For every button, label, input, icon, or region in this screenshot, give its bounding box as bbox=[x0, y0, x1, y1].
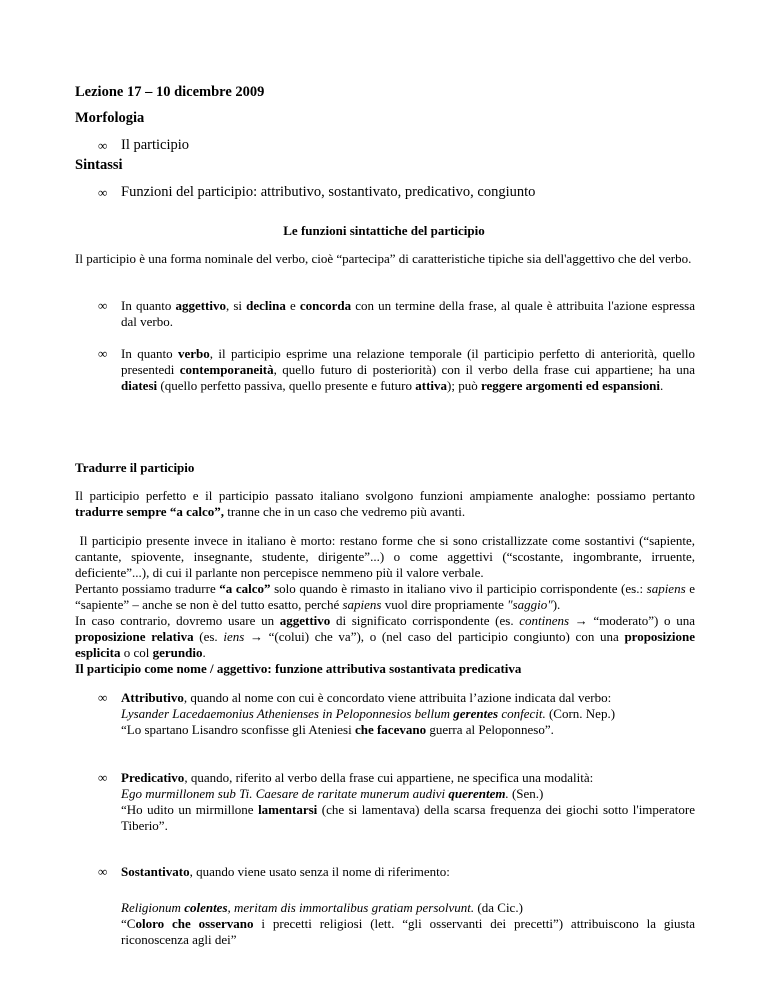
sostantivato-example: Religionum colentes, meritam dis immortalibus gratiam persolvunt. (da Cic.) “Coloro che osservano i precetti religiosi (lett. “gli osservanti dei precetti”) attribuiscono la giusta riconoscenza agli dei” bbox=[121, 900, 695, 947]
bullet-icon: ∞ bbox=[98, 298, 108, 313]
section-title-functions: Le funzioni sintattiche del participio bbox=[283, 223, 485, 238]
bullet-icon: ∞ bbox=[98, 690, 108, 705]
paragraph-calco-line: Pertanto possiamo tradurre “a calco” solo quando è rimasto in italiano vivo il participio corrispondente (es.: sapiens e “sapiente” – anche se non è del tutto esatto, perché sapiens vuol dire propriamente "saggio"). bbox=[75, 581, 695, 612]
bullet-verbo: In quanto verbo, il participio esprime una relazione temporale (il participio perfetto di anteriorità, quello presentedi contemporaneità, quello futuro di posteriorità) con il verbo della frase cui appartiene; ha una diatesi (quello perfetto passiva, quello presente e futuro attiva); può reggere argomenti ed espansioni. bbox=[121, 346, 695, 393]
bullet-icon: ∞ bbox=[98, 138, 108, 153]
syntax-item: Funzioni del participio: attributivo, sostantivato, predicativo, congiunto bbox=[121, 184, 536, 200]
section-title-noun-adjective: Il participio come nome / aggettivo: funzione attributiva sostantivata predicativa bbox=[75, 661, 522, 676]
intro-paragraph: Il participio è una forma nominale del verbo, cioè “partecipa” di caratteristiche tipiche sia dell'aggettivo che del verbo. bbox=[75, 251, 692, 266]
bullet-attributivo: Attributivo, quando al nome con cui è concordato viene attribuita l’azione indicata dal verbo: Lysander Lacedaemonius Athenienses in Peloponnesios bellum gerentes confecit. (Corn. Nep.) “Lo spartano Lisandro sconfisse gli Ateniesi che facevano guerra al Peloponneso”. bbox=[121, 690, 616, 737]
section-title-translate: Tradurre il participio bbox=[75, 460, 195, 475]
morphology-heading: Morfologia bbox=[75, 110, 145, 126]
morphology-item: Il participio bbox=[121, 137, 190, 153]
bullet-aggettivo: In quanto aggettivo, si declina e concorda con un termine della frase, al quale è attribuita l'azione espressa dal verbo. bbox=[121, 298, 696, 329]
paragraph-present-participle: Il participio presente invece in italiano è morto: restano forme che si sono cristallizzate come sostantivi (“sapiente, cantante, spiovente, insegnante, studente, dirigente”...) o come aggettivi (“scostante, ingombrante, irruente, deficiente”...), di cui il parlante non percepisce nemmeno più il valore verbale. Pertanto possiamo tradurre “a calco” solo quando è rimasto in italiano vivo il participio corrispondente (es.: sapiens e “sapiente” – anche se non è del tutto esatto, perché sapiens vuol dire propriamente "saggio"). In caso contrario, dovremo usare un aggettivo di significato corrispondente (es. continens → “moderato”) o una proposizione relativa (es. iens → “(colui) che va”), o (nel caso del participio congiunto) con una proposizione esplicita o col gerundio. bbox=[75, 533, 699, 660]
paragraph-alternatives: In caso contrario, dovremo usare un aggettivo di significato corrispondente (es. continens → “moderato”) o una proposizione relativa (es. iens → “(colui) che va”), o (nel caso del participio congiunto) con una proposizione esplicita o col gerundio. bbox=[75, 613, 695, 660]
syntax-heading: Sintassi bbox=[75, 157, 123, 173]
bullet-icon: ∞ bbox=[98, 346, 108, 361]
bullet-sostantivato: Sostantivato, quando viene usato senza il nome di riferimento: bbox=[121, 864, 450, 879]
bullet-icon: ∞ bbox=[98, 185, 108, 200]
bullet-predicativo: Predicativo, quando, riferito al verbo della frase cui appartiene, ne specifica una modalità: Ego murmillonem sub Ti. Caesare de raritate munerum audivi querentem. (Sen.) “Ho udito un mirmillone lamentarsi (che si lamentava) della scarsa frequenza dei giochi sotto l'imperatore Tiberio”. bbox=[121, 770, 695, 833]
bullet-icon: ∞ bbox=[98, 864, 108, 879]
bullet-icon: ∞ bbox=[98, 770, 108, 785]
lesson-title: Lezione 17 – 10 dicembre 2009 bbox=[75, 84, 265, 100]
paragraph-perfect-participle: Il participio perfetto e il participio passato italiano svolgono funzioni ampiamente analoghe: possiamo pertanto tradurre sempre “a calco”, tranne che in un caso che vedremo più avanti. bbox=[75, 488, 695, 519]
